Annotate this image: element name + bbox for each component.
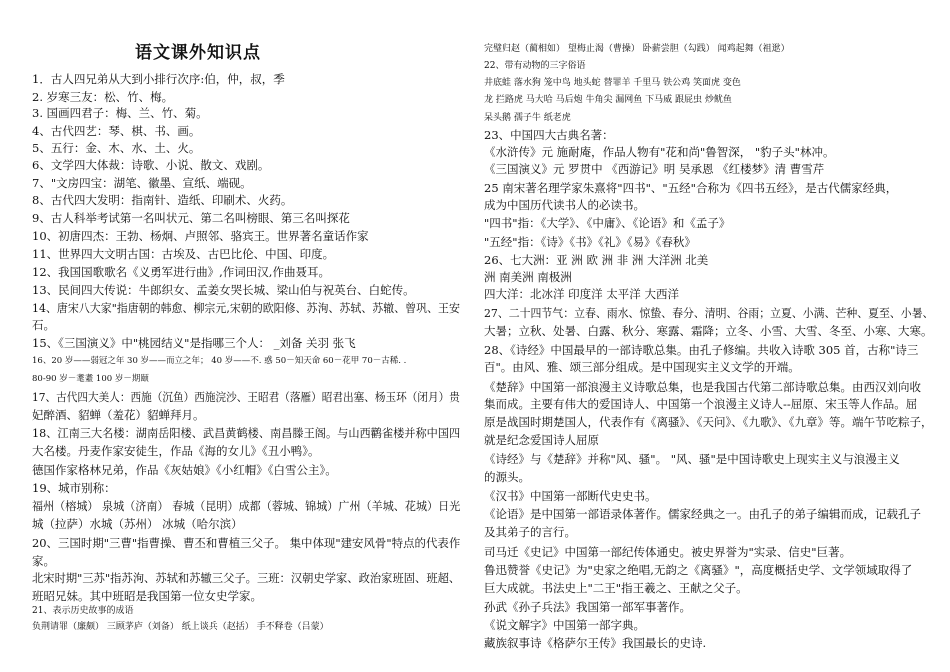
text-line: 四大洋：北冰洋 印度洋 太平洋 大西洋 — [484, 287, 679, 301]
text-line: 家。 — [32, 554, 55, 568]
text-line: 21、表示历史故事的成语 — [32, 606, 134, 616]
text-line: 司马迁《史记》中国第一部纪传体通史。被史界誉为"实录、信史"巨著。 — [484, 545, 852, 559]
text-line: "四书"指：《大学》、《中庸》、《论语》和《孟子》 — [484, 216, 731, 230]
text-line: 15、《三国演义》中"桃园结义"是指哪三个人： _刘备 关羽 张飞 — [32, 336, 356, 350]
text-line: 10、初唐四杰：王勃、杨炯、卢照邻、骆宾王。世界著名童话作家 — [32, 229, 369, 243]
text-line: 《楚辞》中国第一部浪漫主义诗歌总集，也是我国古代第二部诗歌总集。由西汉刘向收 — [484, 380, 921, 394]
text-line: 7、"文房四宝：湖笔、徽墨、宣纸、端砚。 — [32, 176, 252, 190]
text-line: 《诗经》与《楚辞》并称"风、骚"。 "风、骚"是中国诗歌史上现实主义与浪漫主义 — [484, 452, 900, 466]
text-line: 就是纪念爱国诗人屈原 — [484, 433, 599, 447]
text-line: 6、文学四大体裁：诗歌、小说、散文、戏剧。 — [32, 158, 270, 172]
text-line: 孙武《孙子兵法》我国第一部军事著作。 — [484, 600, 691, 614]
text-line: 1．古人四兄弟从大到小排行次序:伯，仲，叔，季 — [32, 72, 285, 86]
text-line: 12、我国国歌歌名《义勇军进行曲》,作词田汉,作曲聂耳。 — [32, 265, 330, 279]
text-line: 班昭兄妹。其中班昭是我国第一位女史学家。 — [32, 589, 262, 603]
text-line: 22、带有动物的三字俗语 — [484, 61, 586, 71]
text-line: 及其弟子的言行。 — [484, 525, 576, 539]
text-line: 龙 拦路虎 马大哈 马后炮 牛角尖 漏网鱼 下马威 跟屁虫 炒鱿鱼 — [484, 95, 732, 105]
text-line: 4、古代四艺：琴、棋、书、画。 — [32, 124, 201, 138]
text-line: 原是战国时期楚国人，代表作有《离骚》、《天问》、《九歌》、《九章》等。端午节吃粽子， — [484, 415, 933, 429]
text-line: 的源头。 — [484, 470, 530, 484]
text-line: 鲁迅赞誉《史记》为"史家之绝唱,无韵之《离骚》"，高度概括史学、文学领域取得了 — [484, 563, 913, 577]
text-line: 巨大成就。书法史上"二王"指王羲之、王献之父子。 — [484, 581, 748, 595]
text-line: 5、五行：金、木、水、土、火。 — [32, 141, 201, 155]
text-line: 洲 南美洲 南极洲 — [484, 270, 572, 284]
text-line: 大暑；立秋、处暑、白露、秋分、寒露、霜降；立冬、小雪、大雪、冬至、小寒、大寒。 — [484, 324, 933, 338]
text-line: 《水浒传》元 施耐庵，作品人物有"花和尚"鲁智深， "豹子头"林冲。 — [484, 145, 835, 159]
text-line: 28、《诗经》中国最早的一部诗歌总集。由孔子修编。共收入诗歌 305 首，古称"诗三 — [484, 343, 919, 357]
text-line: "五经"指：《诗》《书》《礼》《易》《春秋》 — [484, 235, 696, 249]
text-line: 《论语》是中国第一部语录体著作。儒家经典之一。由孔子的弟子编辑而成，记载孔子 — [484, 507, 921, 521]
text-line: 城（拉萨）水城（苏州） 冰城（哈尔滨） — [32, 517, 243, 531]
text-line: 11、世界四大文明古国：古埃及、古巴比伦、中国、印度。 — [32, 247, 335, 261]
text-line: 藏族叙事诗《格萨尔王传》我国最长的史诗. — [484, 636, 707, 650]
text-line: 9、古人科举考试第一名叫状元、第二名叫榜眼、第三名叫探花 — [32, 211, 350, 225]
text-line: 20、三国时期"三曹"指曹操、曹丕和曹植三父子。 集中体现"建安风骨"特点的代表作 — [32, 536, 461, 550]
text-line: 井底蛙 落水狗 笼中鸟 地头蛇 替罪羊 千里马 铁公鸡 笑面虎 变色 — [484, 78, 741, 88]
text-line: 百"。由风、雅、颂三部分组成。是中国现实主义文学的开端。 — [484, 360, 800, 374]
text-line: 福州（榕城） 泉城（济南） 春城（昆明）成都（蓉城、锦城）广州（羊城、花城）日光 — [32, 499, 461, 513]
text-line: 北宋时期"三苏"指苏洵、苏轼和苏辙三父子。三班：汉朝史学家、政治家班固、班超、 — [32, 571, 461, 585]
text-line: 3. 国画四君子：梅、兰、竹、菊。 — [32, 106, 208, 120]
text-line: 23、中国四大古典名著： — [484, 128, 614, 142]
text-line: 集而成。主要有伟大的爱国诗人、中国第一个浪漫主义诗人--屈原、宋玉等人作品。屈 — [484, 397, 918, 411]
text-line: 负荆请罪（廉颇） 三顾茅庐（刘备） 纸上谈兵（赵括） 手不释卷（吕蒙） — [32, 622, 329, 632]
text-line: 18、江南三大名楼：湖南岳阳楼、武昌黄鹤楼、南昌滕王阁。与山西鹳雀楼并称中国四 — [32, 426, 461, 440]
text-line: 80-90 岁－耄耋 100 岁－期颐 — [32, 374, 149, 384]
text-line: 呆头鹅 孺子牛 纸老虎 — [484, 113, 571, 123]
text-line: 13、民间四大传说：牛郎织女、孟姜女哭长城、梁山伯与祝英台、白蛇传。 — [32, 283, 415, 297]
text-line: 2. 岁寒三友：松、竹、梅。 — [32, 90, 174, 104]
text-line: 8、古代四大发明：指南针、造纸、印刷术、火药。 — [32, 193, 293, 207]
text-line: 完璧归赵（蔺相如） 望梅止渴（曹操） 卧薪尝胆（勾践） 闻鸡起舞（祖逖） — [484, 44, 790, 54]
text-line: 25 南宋著名理学家朱熹将"四书"、"五经"合称为《四书五经》，是古代儒家经典， — [484, 181, 898, 195]
text-line: 《三国演义》元 罗贯中 《西游记》明 吴承恩 《红楼梦》清 曹雪芹 — [484, 162, 825, 176]
text-line: 大名楼。丹麦作家安徒生，作品《海的女儿》《丑小鸭》。 — [32, 444, 320, 458]
text-line: 成为中国历代读书人的必读书。 — [484, 198, 645, 212]
text-line: 17、古代四大美人：西施（沉鱼）西施浣沙、王昭君（落雁）昭君出塞、杨玉环（闭月）贵 — [32, 390, 460, 404]
text-line: 《汉书》中国第一部断代史史书。 — [484, 489, 657, 503]
page-title: 语文课外知识点 — [135, 43, 261, 63]
text-line: 妃醉酒、貂蝉（羞花）貂蝉拜月。 — [32, 408, 205, 422]
text-line: 14、唐宋八大家"指唐朝的韩愈、柳宗元,宋朝的欧阳修、苏洵、苏轼、苏辙、曾巩、王安 — [32, 301, 460, 315]
text-line: 16、20 岁——弱冠之年 30 岁——而立之年； 40 岁——不. 惑 50－知天命 60－花甲 70－古稀. . — [32, 356, 407, 366]
text-line: 德国作家格林兄弟，作品《灰姑娘》《小红帽》《白雪公主》。 — [32, 463, 337, 477]
text-line: 石。 — [32, 318, 55, 332]
text-line: 19、城市别称： — [32, 481, 116, 495]
text-line: 27、二十四节气：立春、雨水、惊蛰、春分、清明、谷雨；立夏、小满、芒种、夏至、小暑、 — [484, 306, 934, 320]
text-line: 26、七大洲：亚 洲 欧 洲 非 洲 大洋洲 北美 — [484, 253, 709, 267]
text-line: 《说文解字》中国第一部字典。 — [484, 618, 645, 632]
